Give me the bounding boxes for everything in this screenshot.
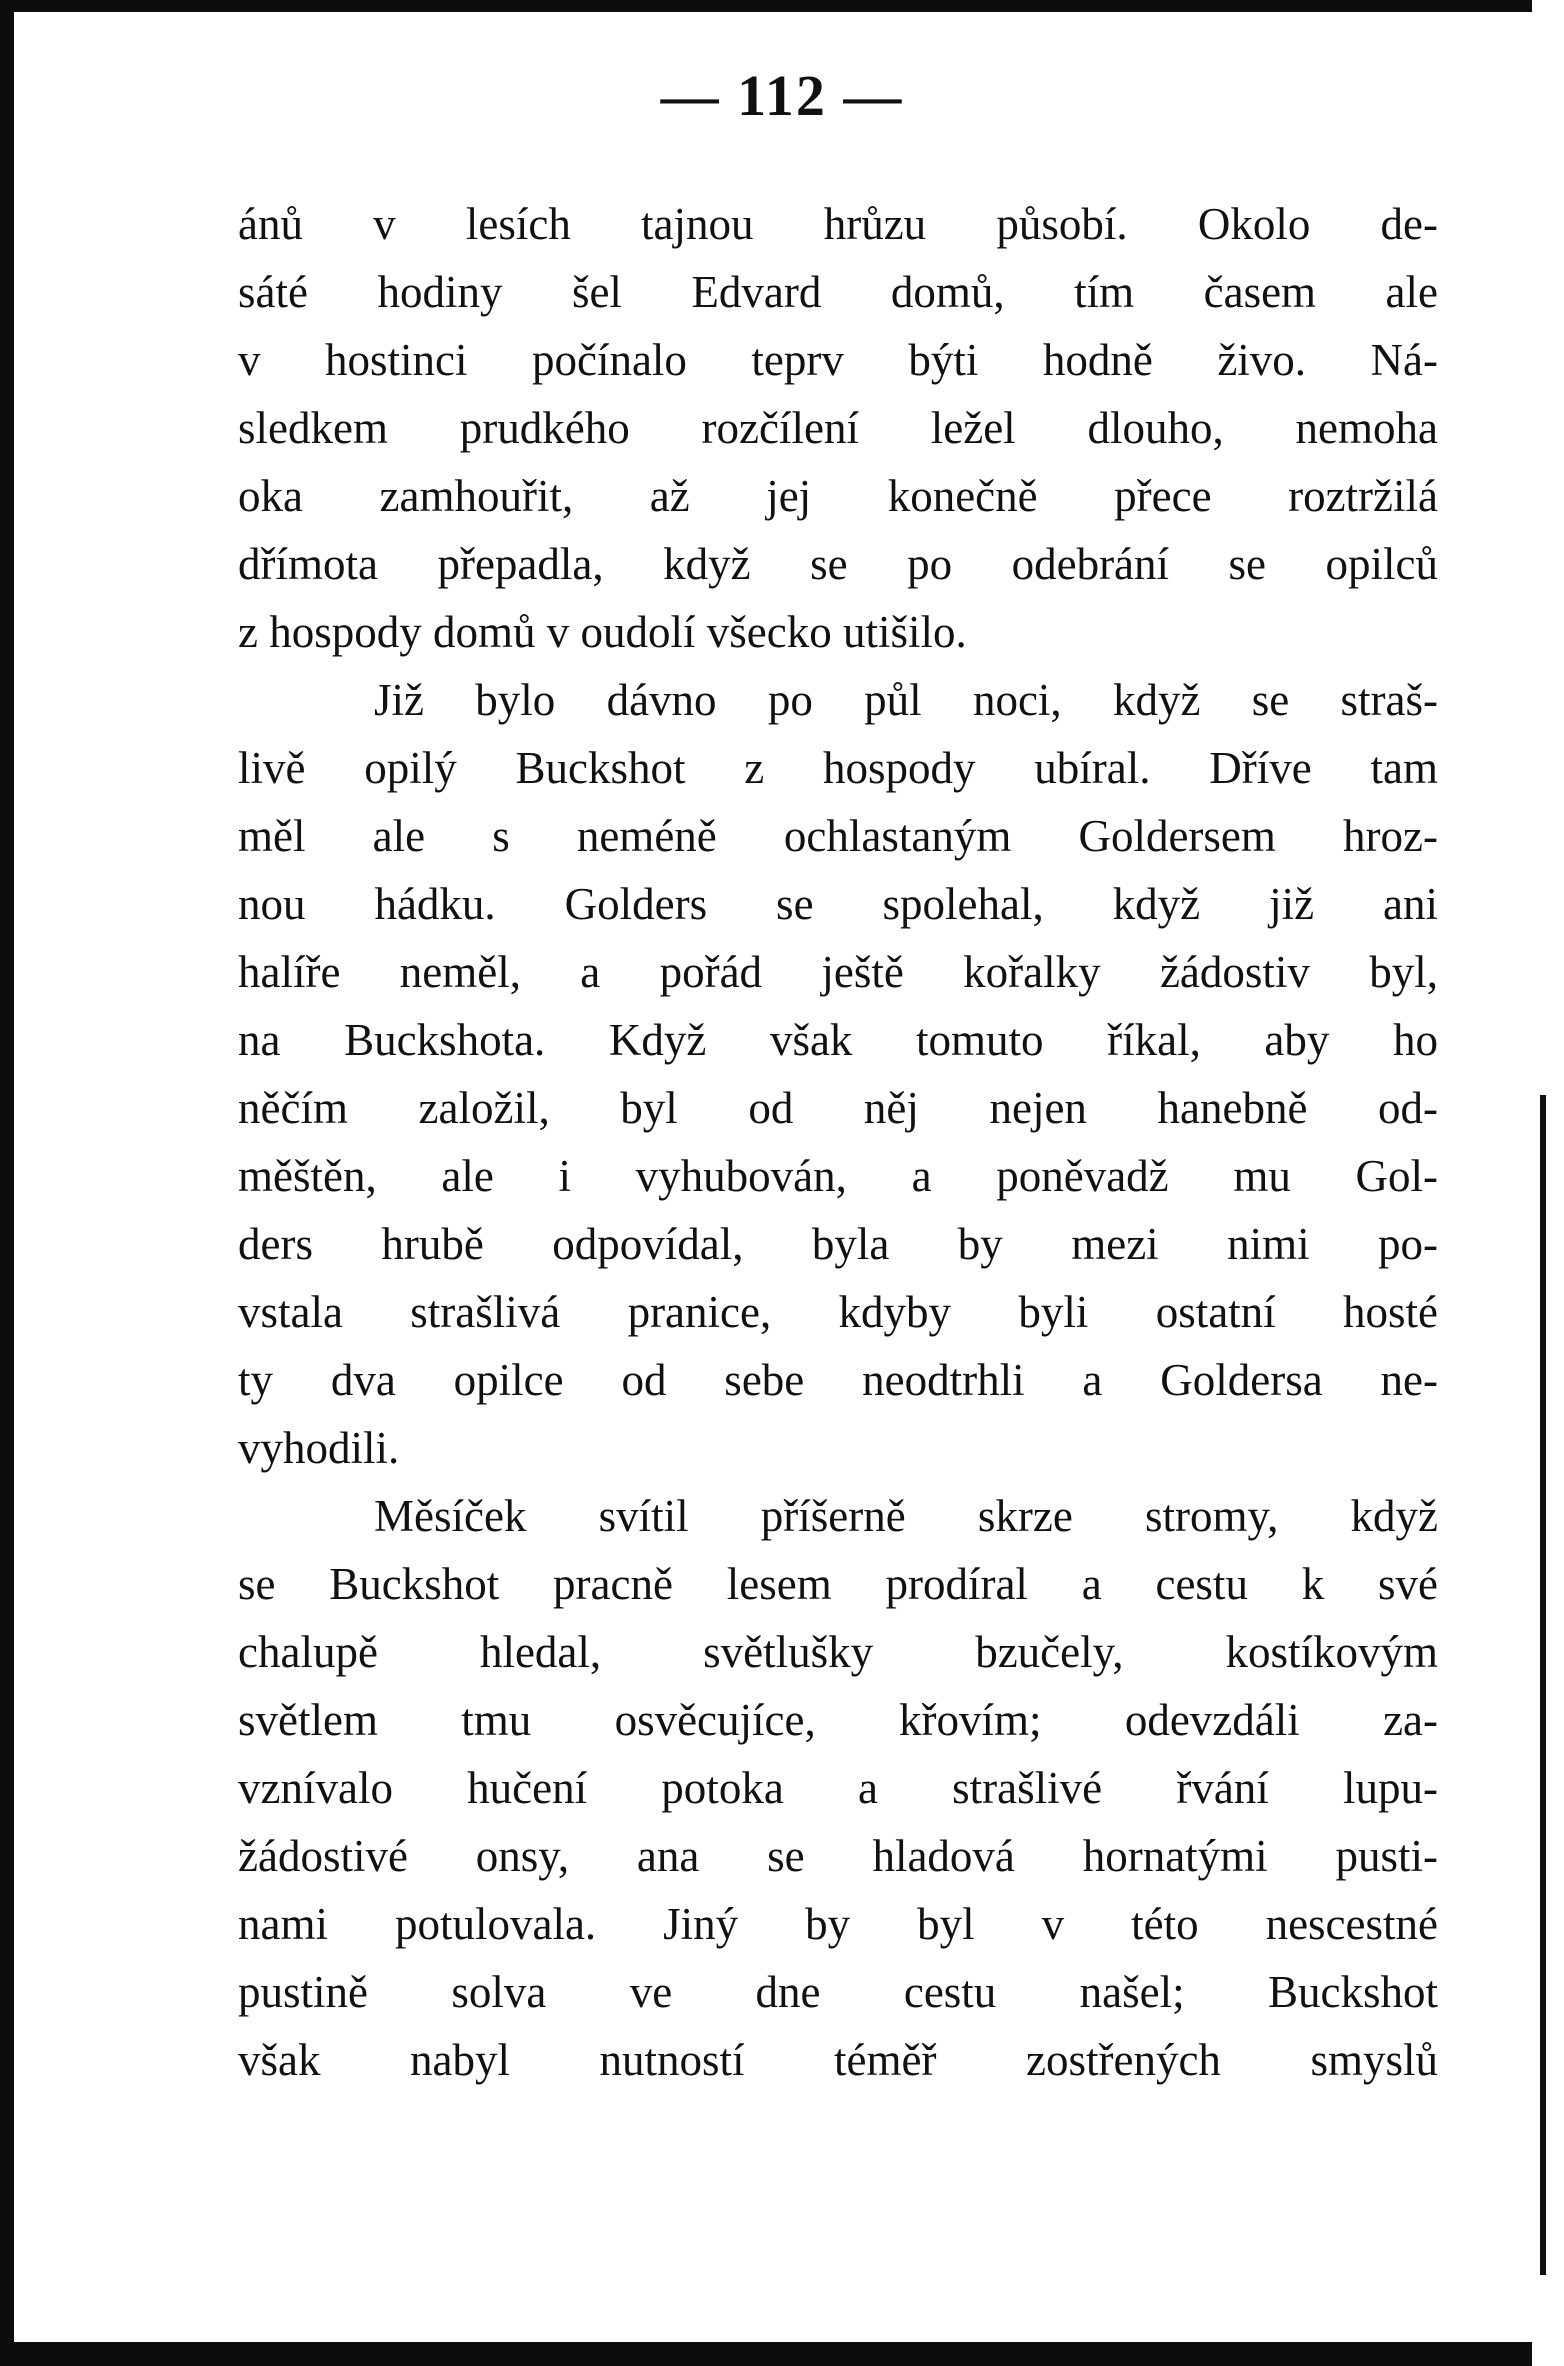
text-line: světlem tmu osvěcujíce, křovím; odevzdáli za- [238, 1695, 1438, 1745]
page-edge [1532, 0, 1564, 2366]
edge-rule [1540, 1095, 1546, 2275]
text-line: však nabyl nutností téměř zostřených smyslů [238, 2035, 1438, 2085]
text-line: chalupě hledal, světlušky bzučely, kostíkovým [238, 1627, 1438, 1677]
text-line: oka zamhouřit, až jej konečně přece roztržilá [238, 471, 1438, 521]
text-line: livě opilý Buckshot z hospody ubíral. Dříve tam [238, 743, 1438, 793]
text-line: ánů v lesích tajnou hrůzu působí. Okolo de- [238, 199, 1438, 249]
text-line: pustině solva ve dne cestu našel; Buckshot [238, 1967, 1438, 2017]
text-line: v hostinci počínalo teprv býti hodně živo. Ná- [238, 335, 1438, 385]
text-line: halíře neměl, a pořád ještě kořalky žádostiv byl, [238, 947, 1438, 997]
text-line: ders hrubě odpovídal, byla by mezi nimi po- [238, 1219, 1438, 1269]
text-line: z hospody domů v oudolí všecko utišilo. [238, 607, 967, 657]
text-line: sáté hodiny šel Edvard domů, tím časem ale [238, 267, 1438, 317]
text-line: vznívalo hučení potoka a strašlivé řvání lupu- [238, 1763, 1438, 1813]
text-line: dřímota přepadla, když se po odebrání se opilců [238, 539, 1438, 589]
text-line: nami potulovala. Jiný by byl v této nescestné [238, 1899, 1438, 1949]
text-line: Již bylo dávno po půl noci, když se straš- [374, 675, 1438, 725]
text-line: ty dva opilce od sebe neodtrhli a Goldersa ne- [238, 1355, 1438, 1405]
text-line: se Buckshot pracně lesem prodíral a cestu k své [238, 1559, 1438, 1609]
text-line: vstala strašlivá pranice, kdyby byli ostatní hosté [238, 1287, 1438, 1337]
text-line: vyhodili. [238, 1423, 400, 1473]
text-line: na Buckshota. Když však tomuto říkal, aby ho [238, 1015, 1438, 1065]
text-line: měl ale s neméně ochlastaným Goldersem hroz- [238, 811, 1438, 861]
text-line: měštěn, ale i vyhubován, a poněvadž mu Gol- [238, 1151, 1438, 1201]
text-line: žádostivé onsy, ana se hladová hornatými pusti- [238, 1831, 1438, 1881]
page-number: — 112 — [660, 63, 904, 128]
text-line: nou hádku. Golders se spolehal, když již ani [238, 879, 1438, 929]
text-line: sledkem prudkého rozčílení ležel dlouho, nemoha [238, 403, 1438, 453]
text-line: Měsíček svítil příšerně skrze stromy, když [374, 1491, 1438, 1541]
body-text [238, 190, 1438, 2094]
text-line: něčím založil, byl od něj nejen hanebně od- [238, 1083, 1438, 1133]
